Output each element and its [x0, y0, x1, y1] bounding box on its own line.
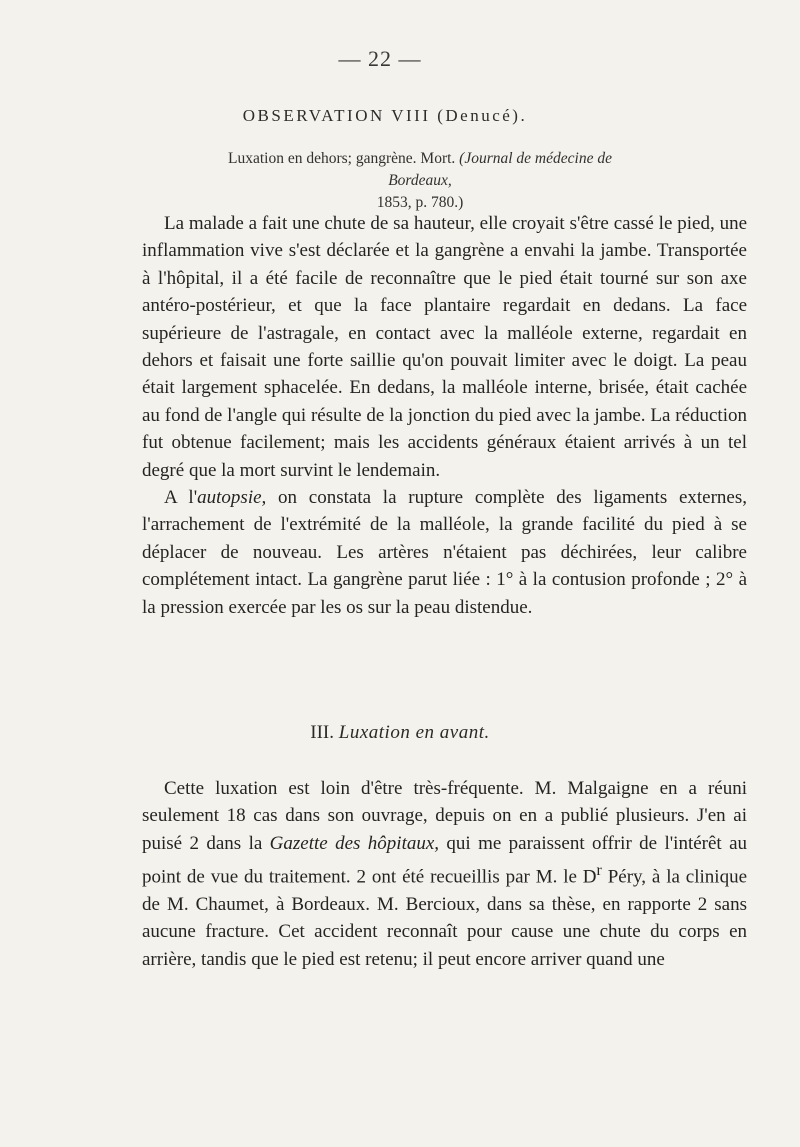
observation-title: OBSERVATION VIII (Denucé).	[242, 106, 528, 125]
subheading-source: (Journal de médecine de Bordeaux,	[388, 150, 612, 189]
section-body	[142, 775, 747, 973]
subheading-citation: 1853, p. 780.)	[376, 194, 464, 211]
doctor-abbrev-sup: r	[596, 862, 602, 880]
subheading-summary: Luxation en dehors; gangrène. Mort.	[228, 150, 456, 167]
page-number: — 22 —	[338, 46, 422, 71]
autopsy-text: on constata la rupture complète des ligaments externes, l'arrachement de l'extrémité de la malléole, la grande facilité du pied à se déplacer de nouveau. Les artères n'étaient pas déchirées, leur calibre complétement intact. La gangrène parut liée : 1° à la contusion profonde ; 2° à la pression exercée par les os sur la peau distendue.	[142, 487, 748, 618]
paragraph-autopsy	[142, 484, 747, 621]
text-run: Cette luxation est loin d'être très-fréquente. M. Malgaigne en a réuni seulement 18 cas dans son ouvrage, depuis on en a publié plusieurs. J'en ai puisé 2 dans la	[142, 778, 747, 854]
paragraph-case-description: La malade a fait une chute de sa hauteur, elle croyait s'être cassé le pied, une inflammation vive s'est déclarée et la gangrène a envahi la jambe. Transportée à l'hôpital, il a été facile de reconnaître que le pied était tourné sur son axe antéro-postérieur, et que la face plantaire regardait en dedans. La face supérieure de l'astragale, en contact avec la malléole externe, regardait en dehors et faisait une forte saillie qu'on pouvait limiter avec le doigt. La peau était largement sphacelée. En dedans, la malléole interne, brisée, était cachée au fond de l'angle qui résulte de la jonction du pied avec la jambe. La réduction fut obtenue facilement; mais les accidents généraux étaient arrivés à un tel degré que la mort survint le lendemain.	[142, 213, 747, 481]
observation-body	[142, 210, 747, 621]
autopsy-prefix: A l'	[164, 487, 198, 509]
autopsy-term: autopsie,	[197, 487, 267, 509]
paragraph-anterior-luxation	[142, 775, 747, 973]
text-run: qui me paraissent offrir de l'intérêt au point de vue du traitement. 2 ont été recueillis par M. le D	[142, 832, 748, 888]
journal-title: Gazette des hôpitaux,	[269, 832, 440, 854]
section-number: III.	[310, 722, 335, 743]
text-run: Péry, à la clinique de M. Chaumet, à Bordeaux. M. Bercioux, dans sa thèse, en rapporte 2 sans aucune fracture. Cet accident reconnaît pour cause une chute du corps en arrière, tandis que le pied est retenu; il peut encore arriver quand une	[142, 866, 747, 970]
section-title: Luxation en avant.	[338, 722, 490, 743]
section-heading	[0, 722, 800, 744]
observation-subheading	[200, 148, 640, 214]
